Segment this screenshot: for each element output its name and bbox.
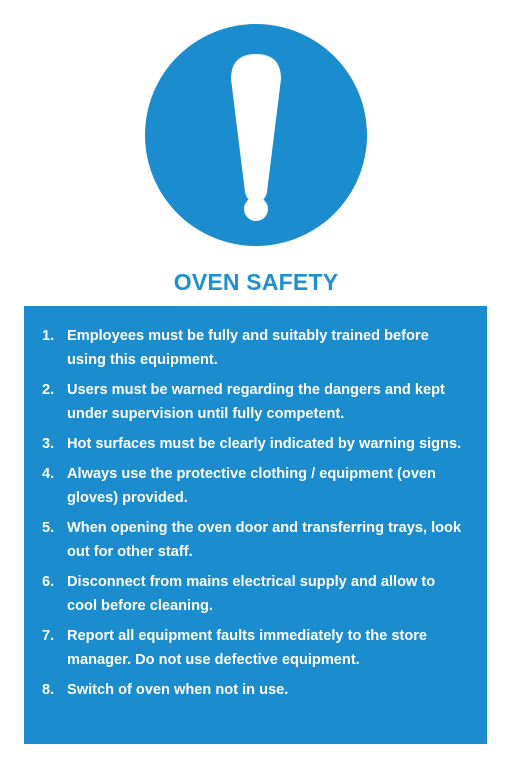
rules-panel xyxy=(24,306,487,744)
rule-item xyxy=(42,324,467,372)
rule-number: 5. xyxy=(42,520,55,536)
rule-number: 2. xyxy=(42,382,55,398)
sign-title: OVEN SAFETY xyxy=(173,269,339,295)
rule-item xyxy=(42,570,467,618)
mandatory-action-icon xyxy=(145,24,367,246)
rule-item xyxy=(42,516,467,564)
rule-text: Always use the protective clothing / equipment (oven gloves) provided. xyxy=(67,466,436,506)
rule-text: Employees must be fully and suitably trained before using this equipment. xyxy=(67,328,429,368)
rule-item xyxy=(42,378,467,426)
rule-text: Switch of oven when not in use. xyxy=(67,682,289,698)
rule-item xyxy=(42,462,467,510)
rule-number: 1. xyxy=(42,328,55,344)
rule-item xyxy=(42,432,467,456)
rule-number: 4. xyxy=(42,466,55,482)
rule-text: Disconnect from mains electrical supply and allow to cool before cleaning. xyxy=(67,574,436,614)
rules-list xyxy=(42,324,467,702)
exclamation-mark-icon xyxy=(145,24,367,246)
rule-text: Report all equipment faults immediately to the store manager. Do not use defective equipment. xyxy=(67,628,428,668)
rule-number: 3. xyxy=(42,436,55,452)
rule-text: Hot surfaces must be clearly indicated by warning signs. xyxy=(67,436,462,452)
rule-item xyxy=(42,678,467,702)
rule-text: When opening the oven door and transferring trays, look out for other staff. xyxy=(67,520,462,560)
rule-item xyxy=(42,624,467,672)
rule-number: 8. xyxy=(42,682,55,698)
rule-number: 7. xyxy=(42,628,55,644)
rule-text: Users must be warned regarding the dangers and kept under supervision until fully competent. xyxy=(67,382,445,422)
rule-number: 6. xyxy=(42,574,55,590)
